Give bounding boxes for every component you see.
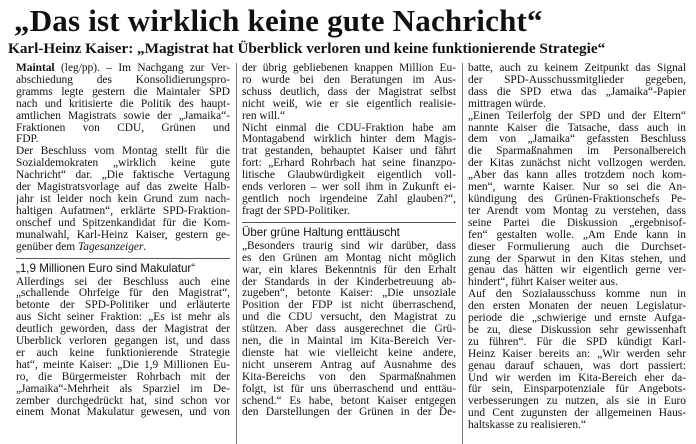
text-line: zember durchgedrückt hat, sind schon vor [16, 395, 230, 407]
text-line: der Kitas zunächst nicht vollzogen werden. [468, 158, 686, 170]
text-line: deutlich geworden, dass der Magistrat der [16, 324, 230, 336]
text-line: nannte Kaiser die Tatsache, dass auch in [468, 122, 686, 134]
text-line: litische Glaubwürdigkeit eigentlich voll- [242, 170, 456, 182]
paragraph [242, 241, 456, 420]
text-line: der übrig gebliebenen knappen Million Eu- [242, 63, 456, 74]
text-line: kündigung des Grünen-Fraktionschefs Pe- [468, 193, 686, 205]
text-line: „Einen Teilerfolg der SPD und der Eltern“ [468, 110, 686, 122]
text-line: nach und kritisierte die Politik des haupt- [16, 98, 230, 110]
dateline: Maintal [16, 63, 55, 74]
text-line: folgt, ist für uns überraschend und enttäu- [242, 383, 456, 395]
text-line: hindert“, führt Kaiser weiter aus. [468, 277, 618, 289]
text-fragment: . [143, 241, 147, 253]
text-line: jahr ist leider noch kein Grund zum nach- [16, 193, 230, 205]
text-line: „schallende Ohrfeige für den Magistrat“, [16, 288, 230, 300]
text-line: seine Partei die Diskussion „ergebnisof- [468, 217, 686, 229]
text-line: „Jamaika“-Mehrheit als Sparziel im De- [16, 383, 230, 395]
text-line: betonte der SPD-Politiker und erläuterte [16, 300, 230, 312]
text-line: men“, warnte Kaiser. Nur so sei die An- [468, 182, 686, 194]
text-line: aus Sicht seiner Fraktion: „Es ist mehr als [16, 312, 230, 324]
text-line: zung der Sparwut in den Kitas stehen, und [468, 253, 686, 265]
text-line: Nicht einmal die CDU-Fraktion habe am [242, 122, 456, 134]
text-line: ro, die Bürgermeister Rohrbach mit der [16, 371, 230, 383]
column-divider [462, 63, 463, 444]
text-line: nicht weiß, wie er sie eigentlich realisie- [242, 98, 456, 110]
text-line: stützen. Aber dass ausgerechnet die Grü- [242, 324, 456, 336]
text-line: dienste hat wie vielleicht keine andere, [242, 347, 456, 359]
text-line: periode die „schwierige und ernste Aufga- [468, 313, 686, 325]
text-line: war, ein klares Bekenntnis für den Erhalt [242, 264, 456, 276]
intertitle: Über grüne Haltung enttäuscht [242, 222, 456, 239]
text-line: genau das hätten wir eigentlich gerne ver- [468, 265, 686, 277]
text-line: fragt der SPD-Politiker. [242, 205, 350, 217]
text-line: schuss deutlich, dass der Magistrat selbst [242, 86, 456, 98]
text-line: Auf den Sozialausschuss komme nun in [468, 289, 686, 301]
text-line: er auch keine funktionierende Strategie [16, 347, 230, 359]
text-line: nen, die in Maintal im Kita-Bereich Ver- [242, 336, 456, 348]
article-column-2 [242, 63, 456, 419]
text-line: der Magistratsvorlage auf das zweite Halb- [16, 182, 230, 194]
newspaper-name: Tagesanzeiger [78, 241, 144, 253]
text-line: ter Arendt vom Montag zu verstehen, dass [468, 205, 686, 217]
text-line: dieser Formulierung auch die Durchset- [468, 241, 686, 253]
text-line [16, 242, 230, 254]
text-line: dass die SPD etwa das „Jamaika“-Papier [468, 86, 686, 98]
text-line: einem Monat Makulatur gewesen, und von [16, 407, 230, 419]
text-line: FDP. [16, 134, 39, 146]
text-line: für sein, Einsparpotenziale für Angebots- [468, 384, 686, 396]
text-line: verbesserungen zu nutzen, als sie in Euro [468, 396, 686, 408]
text-line: zu führen“. Für die SPD kündigt Karl- [468, 336, 686, 348]
text-line: der SPD-Ausschussmitglieder gegeben, [468, 74, 686, 86]
article-column-1 [16, 63, 230, 419]
text-line: Position der FDP ist nicht überraschend, [242, 300, 456, 312]
text-line: ends verloren – wer soll ihm in Zukunft ei- [242, 182, 456, 194]
text-line: es den Grünen am Montag nicht möglich [242, 252, 456, 264]
text-line: die Sparmaßnahmen im Personalbereich [468, 146, 686, 158]
headline: „Das ist wirklich keine gute Nachricht“ [14, 3, 543, 38]
text-line: Nachricht“ dar. „Die faktische Vertagung [16, 170, 230, 182]
text-line: Und wir werden im Kita-Bereich eher da- [468, 372, 686, 384]
text-line: den Darstellungen der Grünen in der De- [242, 407, 456, 419]
text-line [16, 63, 230, 75]
text-line: Kita-Bereichs von den Sparmaßnahmen [242, 371, 456, 383]
paragraph [242, 63, 456, 218]
text-line: fort: „Erhard Rohrbach hat seine finanzpo- [242, 158, 456, 170]
text-line: amtlichen Magistrats sowie der „Jamaika“- [16, 110, 230, 122]
text-line: Allerdings sei der Beschluss auch eine [16, 276, 230, 288]
paragraph [468, 63, 686, 432]
text-line: Heinz Kaiser bereits an: „Wir werden sehr [468, 348, 686, 360]
text-line: haltigen Aufatmen“, erklärte SPD-Fraktion- [16, 205, 230, 217]
text-line: Überblick verloren gegangen ist, und dass [16, 336, 230, 348]
text-line: fen“ gestalten wolle. „Am Ende kann in [468, 229, 686, 241]
text-line: gramms legte gestern die Maintaler SPD [16, 86, 230, 98]
text-line: der Standards in der Kinderbetreuung ab- [242, 276, 456, 288]
text-line: trat gestanden, behauptet Kaiser und fährt [242, 146, 456, 158]
text-line: hat“, meinte Kaiser: „Die 1,9 Millionen Eu- [16, 359, 230, 371]
text-line: onschef und Spitzenkandidat für die Kom- [16, 217, 230, 229]
text-line: haltskasse zu realisieren.“ [468, 420, 586, 432]
text-line: abschiedung des Konsolidierungspro- [16, 74, 230, 86]
text-line: zugeben“, betonte Kaiser: „Die unsoziale [242, 288, 456, 300]
paragraph [16, 63, 230, 254]
text-line: nicht unserem Antrag auf Ausnahme des [242, 359, 456, 371]
text-line: „Besonders traurig sind wir darüber, dass [242, 240, 456, 252]
article-column-3 [468, 63, 686, 432]
text-line: mittragen würde. [468, 98, 546, 110]
text-line: ro wurde bei den Beratungen im Aus- [242, 74, 456, 86]
text-line: munalwahl, Karl-Heinz Kaiser, gestern ge- [16, 229, 230, 241]
text-line: und Cent zugunsten der allgemeinen Haus- [468, 408, 686, 420]
subheadline: Karl-Heinz Kaiser: „Magistrat hat Überblick verloren und keine funktionierende Strategie“ [8, 40, 606, 57]
text-line-rest: (leg/pp). – Im Nachgang zur Ver- [54, 63, 230, 74]
column-divider [236, 63, 237, 444]
text-line: Montagabend wirklich hinter dem Magis- [242, 134, 456, 146]
text-line: „Aber das kann alles trotzdem noch kom- [468, 170, 686, 182]
text-line: be zu, diese Diskussion sehr gewissenhaft [468, 324, 686, 336]
text-line: und die CDU versucht, den Magistrat zu [242, 312, 456, 324]
text-line: genau darauf schauen, was dort passiert: [468, 360, 686, 372]
text-line: Fraktionen von CDU, Grünen und [16, 122, 230, 134]
text-line: Der Beschluss vom Montag stellt für die [16, 146, 230, 158]
text-line: batte, auch zu keinem Zeitpunkt das Signal [468, 63, 686, 74]
text-line: dem von „Jamaika“ gefassten Beschluss [468, 134, 686, 146]
text-line: schend.“ Es habe, betont Kaiser entgegen [242, 395, 456, 407]
text-line: Sozialdemokraten „wirklich keine gute [16, 158, 230, 170]
text-line: gentlich noch irgendeine Zahl glauben?“, [242, 193, 456, 205]
intertitle: „1,9 Millionen Euro sind Makulatur“ [16, 258, 230, 275]
text-line: den ersten Monaten der neuen Legislatur- [468, 301, 686, 313]
text-line: ren will.“ [242, 110, 286, 122]
text-fragment: genüber dem [16, 241, 78, 253]
paragraph [16, 277, 230, 420]
